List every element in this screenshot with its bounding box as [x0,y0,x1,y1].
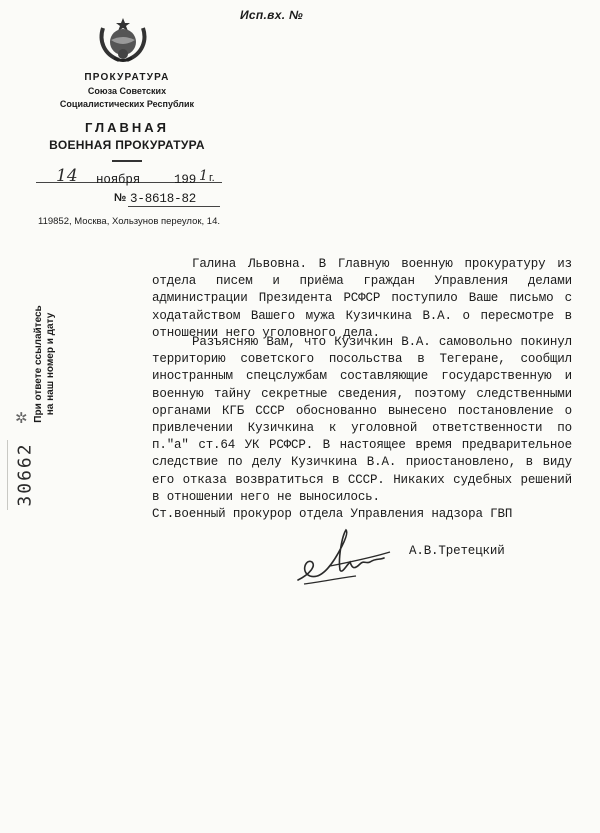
page-edge-line [7,440,8,510]
body-paragraph-2: Разъясняю Вам, что Кузичкин В.А. самовольно покинул территорию советского посольства в Тегеране, сообщил иностранным спецслужбам составляющие государственную и военную тайну секретные сведения, поэтому следственными органами КГБ СССР обоснованно вынесено постановление о привлечении Кузичкина к уголовной ответственности по п."а" ст.64 УК РСФСР. В настоящее время предварительное следствие по делу Кузичкина В.А. приостановлено, в виду его отказа возвратиться в СССР. Никаких судебных решений в отношении него не выносилось. [152,335,572,504]
header-divider [112,160,142,162]
signatory-name: А.В.Третецкий [409,544,505,558]
ref-number: 3-8618-82 [130,192,197,206]
handwritten-signature [290,522,400,592]
reply-note-line-1: При ответе ссылайтесь [33,305,44,423]
body-paragraph-1: Галина Львовна. В Главную военную прокуратуру из отдела писем и приёма граждан Управления делами администрации Президента РСФСР поступило Ваше письмо с ходатайством Вашего мужа Кузичкина В.А. о пересмотре в отношении него уголовного дела. [152,257,572,340]
stamp-asterisk-icon: ✲ [15,411,28,427]
date-year: 199 [174,173,197,187]
ref-underline [128,206,220,207]
ref-label: № [114,192,127,204]
org-subtitle-1: Союза Советских [87,86,167,96]
stamp-number: 30662 [14,442,36,507]
address: 119852, Москва, Хользунов переулок, 14. [38,216,221,227]
incoming-mark: Исп.вх. № [240,8,304,22]
office-subtitle: ВОЕННАЯ ПРОКУРАТУРА [49,138,205,152]
signatory-position: Ст.военный прокурор отдела Управления надзора ГВП [152,507,513,521]
date-day: 14 [56,166,78,186]
org-title: ПРОКУРАТУРА [84,72,170,83]
date-suffix: г. [209,172,215,184]
ussr-emblem-icon [97,14,149,64]
office-title: ГЛАВНАЯ [84,120,170,135]
org-subtitle-2: Социалистических Республик [59,99,195,109]
date-year-digit: 1 [199,168,208,184]
reply-note-line-2: на наш номер и дату [45,312,56,416]
date-month: ноября [96,173,141,187]
